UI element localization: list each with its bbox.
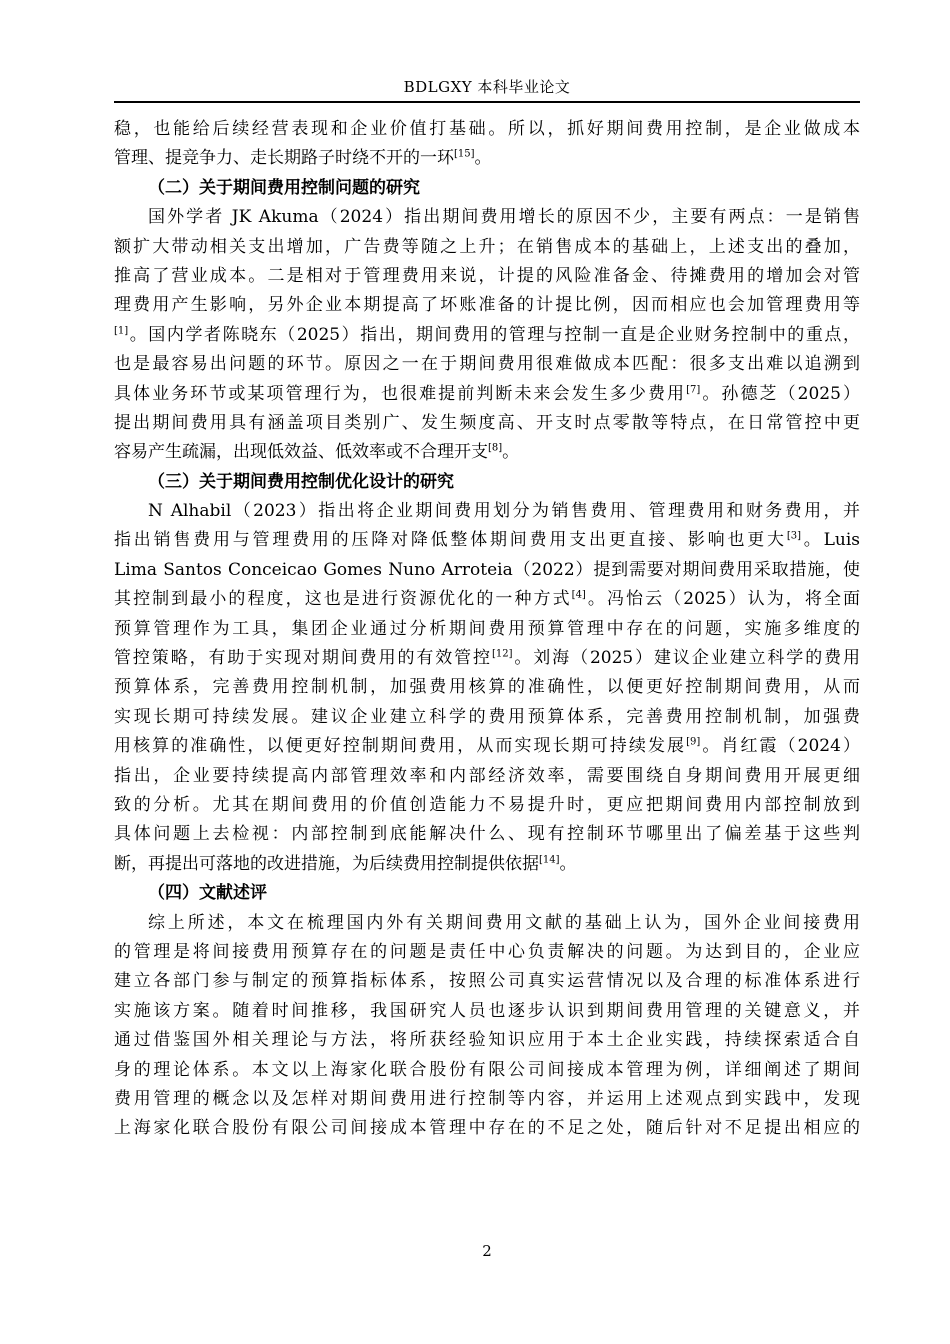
text-line xyxy=(114,1114,860,1143)
line-text: （二）关于期间费用控制问题的研究 xyxy=(148,177,420,198)
text-line xyxy=(114,820,860,849)
line-text: 实施该方案。随着时间推移，我国研究人员也逐步认识到期间费用管理的关键意义，并 xyxy=(114,1000,860,1021)
text-line xyxy=(114,115,860,144)
line-text: 指出销售费用与管理费用的压降对降低整体期间费用支出更直接、影响也更大 xyxy=(114,530,787,551)
line-text: 管理、提竞争力、走长期路子时绕不开的一环 xyxy=(114,148,454,169)
text-line xyxy=(114,644,860,673)
line-text: 断，再提出可落地的改进措施，为后续费用控制提供依据 xyxy=(114,853,539,874)
header-rule xyxy=(114,101,860,103)
line-text: （三）关于期间费用控制优化设计的研究 xyxy=(148,471,454,492)
line-text: 上海家化联合股份有限公司间接成本管理中存在的不足之处，随后针对不足提出相应的 xyxy=(114,1118,860,1139)
page-number: 2 xyxy=(482,1242,492,1260)
text-line xyxy=(114,791,860,820)
citation-ref: [4] xyxy=(571,589,586,601)
section-heading xyxy=(114,468,860,497)
text-line xyxy=(114,409,860,438)
line-text: 稳，也能给后续经营表现和企业价值打基础。所以，抓好期间费用控制，是企业做成本 xyxy=(114,119,860,139)
line-text: 预算体系，完善费用控制机制，加强费用核算的准确性，以便更好控制期间费用，从而 xyxy=(114,677,860,698)
text-line xyxy=(114,615,860,644)
line-text-tail: 。 xyxy=(474,148,492,169)
line-text: 建立各部门参与制定的预算指标体系，按照公司真实运营情况以及合理的标准体系进行 xyxy=(114,971,860,992)
line-text: 提出期间费用具有涵盖项目类别广、发生频度高、开支时点零散等特点，在日常管控中更 xyxy=(114,412,860,433)
text-line xyxy=(114,1056,860,1085)
citation-ref: [7] xyxy=(686,383,701,395)
text-line xyxy=(114,762,860,791)
line-text: 其控制到最小的程度，这也是进行资源优化的一种方式 xyxy=(114,589,572,610)
text-line xyxy=(114,909,860,938)
line-text: 预算管理作为工具，集团企业通过分析期间费用预算管理中存在的问题，实施多维度的 xyxy=(114,618,860,639)
citation-ref: [12] xyxy=(491,648,513,660)
text-line xyxy=(114,967,860,996)
text-line xyxy=(114,438,860,467)
citation-ref: [3] xyxy=(786,530,802,542)
section-heading xyxy=(114,879,860,908)
text-line xyxy=(114,732,860,761)
line-text: 国外学者 JK Akuma（2024）指出期间费用增长的原因不少，主要有两点：一是销售 xyxy=(148,207,860,228)
text-line xyxy=(114,350,860,379)
text-line xyxy=(114,585,860,614)
line-text-tail: 。刘海（2025）建议企业建立科学的费用 xyxy=(512,648,860,669)
text-line xyxy=(114,380,860,409)
line-text-tail: 。Luis xyxy=(801,530,860,551)
line-text: 的管理是将间接费用预算存在的问题是责任中心负责解决的问题。为达到目的，企业应 xyxy=(114,941,860,962)
line-text-tail: 。冯怡云（2025）认为，将全面 xyxy=(585,589,860,610)
line-text: 推高了营业成本。二是相对于管理费用来说，计提的风险准备金、待摊费用的增加会对管 xyxy=(114,265,860,286)
text-line xyxy=(114,203,860,232)
text-line xyxy=(114,291,860,320)
line-text: Lima Santos Conceicao Gomes Nuno Arroteia（2022）提到需要对期间费用采取措施，使 xyxy=(114,559,860,580)
line-text: 身的理论体系。本文以上海家化联合股份有限公司间接成本管理为例，详细阐述了期间 xyxy=(114,1059,860,1080)
line-text: 用核算的准确性，以便更好控制期间费用，从而实现长期可持续发展 xyxy=(114,736,687,757)
line-text: （四）文献述评 xyxy=(148,883,267,904)
line-text: 具体问题上去检视：内部控制到底能解决什么、现有控制环节哪里出了偏差基于这些判 xyxy=(114,824,860,845)
citation-ref: [1] xyxy=(114,325,129,337)
text-line xyxy=(114,703,860,732)
text-line xyxy=(114,997,860,1026)
line-text: 通过借鉴国外相关理论与方法，将所获经验知识应用于本土企业实践，持续探索适合自 xyxy=(114,1030,860,1051)
citation-ref: [8] xyxy=(488,442,503,454)
line-text: 致的分析。尤其在期间费用的价值创造能力不易提升时，更应把期间费用内部控制放到 xyxy=(114,794,860,815)
text-line xyxy=(114,144,860,173)
text-line xyxy=(114,938,860,967)
citation-ref: [15] xyxy=(454,148,475,160)
line-text: 管控策略，有助于实现对期间费用的有效管控 xyxy=(114,648,492,669)
text-line xyxy=(114,850,860,879)
line-text: 综上所述，本文在梳理国内外有关期间费用文献的基础上认为，国外企业间接费用 xyxy=(148,912,860,933)
line-text: 理费用产生影响，另外企业本期提高了坏账准备的计提比例，因而相应也会加管理费用等 xyxy=(114,295,860,316)
body-text xyxy=(114,115,860,1144)
text-line xyxy=(114,1085,860,1114)
line-text: N Alhabil（2023）指出将企业期间费用划分为销售费用、管理费用和财务费用，并 xyxy=(148,501,860,522)
line-text-tail: 。肖红霞（2024） xyxy=(700,736,860,757)
citation-ref: [9] xyxy=(686,736,701,748)
citation-ref: [14] xyxy=(539,854,560,866)
text-line xyxy=(114,321,860,350)
line-text: 具体业务环节或某项管理行为，也很难提前判断未来会发生多少费用 xyxy=(114,383,687,404)
text-line xyxy=(114,526,860,555)
text-line xyxy=(114,673,860,702)
text-line xyxy=(114,497,860,526)
line-text-tail: 。孙德芝（2025） xyxy=(700,383,860,404)
line-text: 指出，企业要持续提高内部管理效率和内部经济效率，需要围绕自身期间费用开展更细 xyxy=(114,765,860,786)
line-text-tail: 。 xyxy=(502,442,520,463)
running-header: BDLGXY 本科毕业论文 xyxy=(403,78,571,96)
text-line xyxy=(114,233,860,262)
line-text: 费用管理的概念以及怎样对期间费用进行控制等内容，并运用上述观点到实践中，发现 xyxy=(114,1088,860,1109)
section-heading xyxy=(114,174,860,203)
text-line xyxy=(114,556,860,585)
line-text: 实现长期可持续发展。建议企业建立科学的费用预算体系，完善费用控制机制，加强费 xyxy=(114,706,860,727)
line-text-tail: 。国内学者陈晓东（2025）指出，期间费用的管理与控制一直是企业财务控制中的重点， xyxy=(128,324,860,345)
line-text: 也是最容易出问题的环节。原因之一在于期间费用很难做成本匹配：很多支出难以追溯到 xyxy=(114,354,860,375)
line-text: 容易产生疏漏，出现低效益、低效率或不合理开支 xyxy=(114,442,488,463)
text-line xyxy=(114,262,860,291)
text-line xyxy=(114,1026,860,1055)
line-text: 额扩大带动相关支出增加，广告费等随之上升；在销售成本的基础上，上述支出的叠加， xyxy=(114,236,860,257)
line-text-tail: 。 xyxy=(559,853,577,874)
